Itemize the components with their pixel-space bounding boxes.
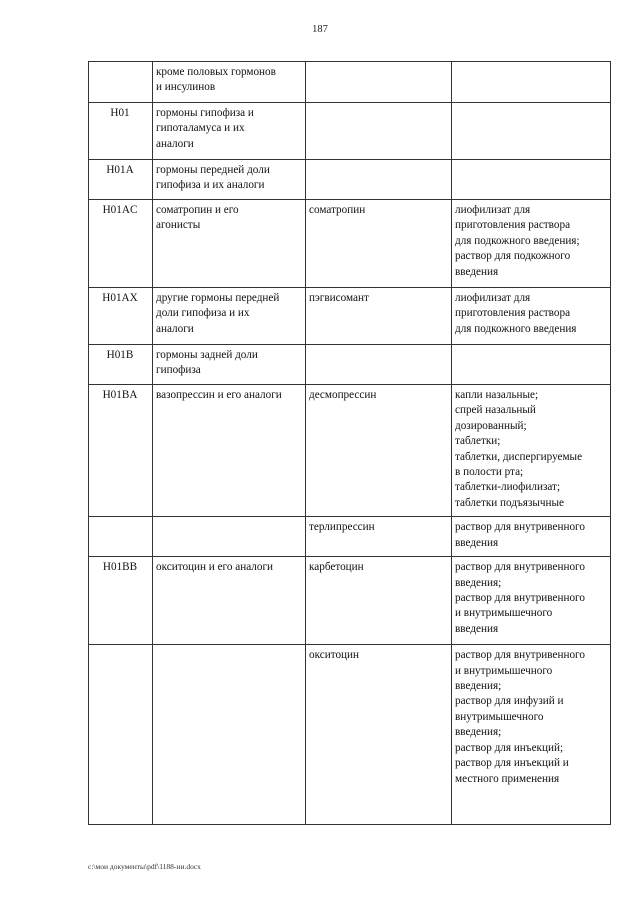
dosage-forms-cell [452,103,611,160]
substance-cell [306,103,452,160]
atc-code-cell [89,557,153,645]
dosage-forms-cell [452,517,611,557]
dosage-forms-cell [452,288,611,345]
group-name-line: гормоны передней доли [156,164,270,176]
dosage-forms-line: таблетки-лиофилизат; [455,481,561,494]
dosage-forms-line: введения; [455,680,502,693]
atc-code-text: H01B [106,349,134,361]
atc-code-cell [89,385,153,517]
atc-code-cell [89,645,153,825]
dosage-forms-line: введения [455,265,499,278]
substance-text: окситоцин [309,649,359,662]
dosage-forms-line: лиофилизат для [455,204,531,216]
table-row [89,62,611,103]
group-name-line: гипоталамуса и их [156,122,245,135]
group-name-cell [153,345,306,385]
group-name-line: кроме половых гормонов [156,66,276,78]
group-name-line: окситоцин и его аналоги [156,561,274,574]
group-name-line: агонисты [156,219,201,232]
dosage-forms-line: введения [455,622,499,635]
substance-cell [306,345,452,385]
dosage-forms-line: раствор для внутривенного [455,649,585,662]
page-number: 187 [312,24,328,35]
substance-cell [306,645,452,825]
substance-cell [306,517,452,557]
group-name-line: соматропин и его [156,204,239,216]
atc-code-text: H01BB [102,561,138,574]
dosage-forms-cell [452,160,611,200]
dosage-forms-line: раствор для инъекций и [455,757,569,770]
table-row [89,288,611,345]
dosage-forms-line: и внутримышечного [455,607,553,620]
group-name-line: доли гипофиза и их [156,307,250,320]
group-name-line: гипофиза и их аналоги [156,179,265,192]
dosage-forms-line: раствор для внутривенного [455,592,585,605]
table-row [89,385,611,517]
substance-text: соматропин [309,204,366,216]
dosage-forms-line: для подкожного введения [455,322,577,335]
substance-cell [306,557,452,645]
dosage-forms-line: раствор для внутривенного [455,521,585,534]
group-name-cell [153,557,306,645]
atc-code-cell [89,103,153,160]
table-row [89,645,611,825]
dosage-forms-line: раствор для инъекций; [455,741,564,754]
dosage-forms-line: дозированный; [455,419,527,432]
atc-code-text: H01BA [102,389,138,401]
substance-text: десмопрессин [309,389,377,401]
substance-cell [306,288,452,345]
group-name-cell [153,103,306,160]
table-row [89,103,611,160]
dosage-forms-line: раствор для подкожного [455,250,571,263]
substance-text: карбетоцин [309,561,364,574]
group-name-cell [153,62,306,103]
group-name-cell [153,160,306,200]
table-row [89,200,611,288]
dosage-forms-line: приготовления раствора [455,219,571,232]
group-name-line: вазопрессин и его аналоги [156,389,282,401]
dosage-forms-line: и внутримышечного [455,664,553,677]
substance-text: пэгвисомант [309,292,369,304]
group-name-line: гормоны гипофиза и [156,107,254,119]
atc-code-cell [89,345,153,385]
atc-code-cell [89,288,153,345]
dosage-forms-line: таблетки подъязычные [455,496,564,509]
group-name-line: гипофиза [156,364,201,377]
dosage-forms-cell [452,62,611,103]
substance-cell [306,385,452,517]
dosage-forms-line: в полости рта; [455,466,524,479]
dosage-forms-cell [452,200,611,288]
drug-table [88,61,611,825]
table-row [89,557,611,645]
group-name-line: другие гормоны передней [156,292,280,304]
atc-code-cell [89,160,153,200]
group-name-cell [153,645,306,825]
group-name-cell [153,288,306,345]
dosage-forms-line: лиофилизат для [455,292,531,304]
atc-code-text: H01A [106,164,134,176]
substance-text: терлипрессин [309,521,375,534]
dosage-forms-line: введения; [455,576,502,589]
dosage-forms-line: таблетки; [455,435,501,448]
atc-code-text: H01 [110,107,130,119]
atc-code-cell [89,517,153,557]
atc-code-text: H01AC [102,204,138,216]
dosage-forms-line: для подкожного введения; [455,234,580,247]
group-name-line: аналоги [156,322,194,335]
atc-code-cell [89,62,153,103]
table-row [89,345,611,385]
dosage-forms-line: капли назальные; [455,389,539,401]
dosage-forms-line: внутримышечного [455,710,544,723]
group-name-cell [153,517,306,557]
group-name-line: гормоны задней доли [156,349,258,361]
group-name-line: аналоги [156,137,194,150]
dosage-forms-cell [452,385,611,517]
atc-code-cell [89,200,153,288]
group-name-line: и инсулинов [156,81,216,94]
group-name-cell [153,385,306,517]
atc-code-text: H01AX [102,292,138,304]
table-row [89,517,611,557]
dosage-forms-cell [452,557,611,645]
substance-cell [306,200,452,288]
dosage-forms-line: спрей назальный [455,404,536,417]
dosage-forms-line: местного применения [455,772,560,785]
substance-cell [306,62,452,103]
dosage-forms-cell [452,345,611,385]
dosage-forms-line: введения [455,536,499,549]
dosage-forms-line: раствор для внутривенного [455,561,585,574]
group-name-cell [153,200,306,288]
substance-cell [306,160,452,200]
footer-file-path: c:\мои документы\pdf\1188-ни.docx [88,862,201,871]
dosage-forms-line: введения; [455,726,502,739]
dosage-forms-line: таблетки, диспергируемые [455,450,583,463]
table-row [89,160,611,200]
dosage-forms-line: раствор для инфузий и [455,695,564,708]
dosage-forms-cell [452,645,611,825]
dosage-forms-line: приготовления раствора [455,307,571,320]
